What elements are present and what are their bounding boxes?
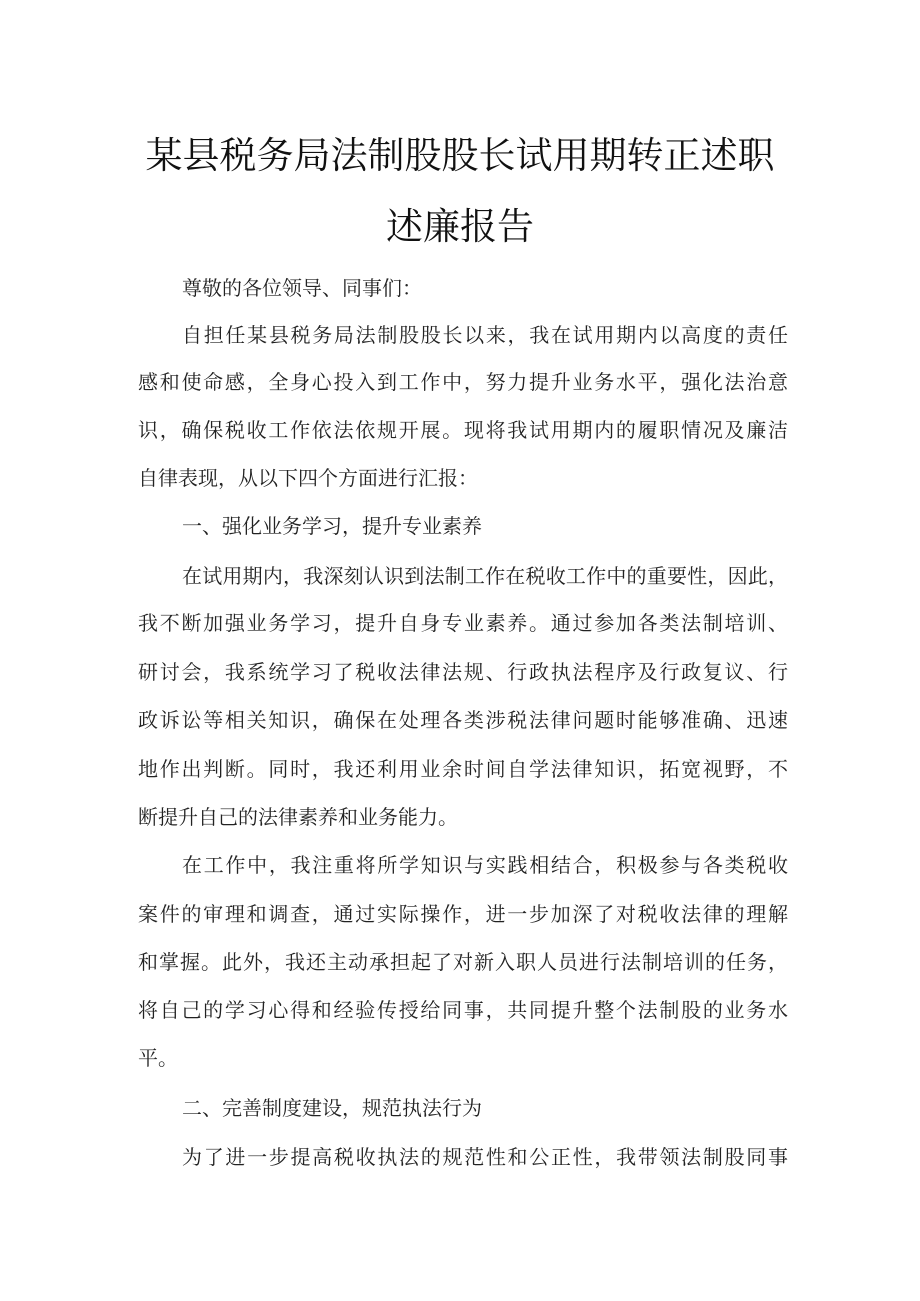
paragraph-1-line-1: 自担任某县税务局法制股股长以来，我在试用期内以高度的责任 xyxy=(182,323,788,347)
section-heading-1: 一、强化业务学习，提升专业素养 xyxy=(182,514,482,538)
paragraph-3-line-1: 在工作中，我注重将所学知识与实践相结合，积极参与各类税收 xyxy=(182,853,788,877)
paragraph-2-line-4: 政诉讼等相关知识，确保在处理各类涉税法律问题时能够准确、迅速 xyxy=(138,708,788,732)
document-title-line-1: 某县税务局法制股股长试用期转正述职 xyxy=(145,134,775,177)
paragraph-2-line-3: 研讨会，我系统学习了税收法律法规、行政执法程序及行政复议、行 xyxy=(138,660,788,684)
paragraph-4-line-1: 为了进一步提高税收执法的规范性和公正性，我带领法制股同事 xyxy=(182,1145,788,1169)
paragraph-3-line-3: 和掌握。此外，我还主动承担起了对新入职人员进行法制培训的任务， xyxy=(138,950,788,974)
salutation: 尊敬的各位领导、同事们： xyxy=(182,276,422,300)
paragraph-2-line-6: 断提升自己的法律素养和业务能力。 xyxy=(138,805,458,829)
paragraph-1-line-3: 识，确保税收工作依法依规开展。现将我试用期内的履职情况及廉洁 xyxy=(138,418,788,442)
paragraph-3-line-5: 平。 xyxy=(138,1046,178,1070)
paragraph-2-line-1: 在试用期内，我深刻认识到法制工作在税收工作中的重要性，因此， xyxy=(182,564,788,588)
paragraph-3-line-2: 案件的审理和调查，通过实际操作，进一步加深了对税收法律的理解 xyxy=(138,902,788,926)
document-title-line-2: 述廉报告 xyxy=(386,205,534,248)
paragraph-3-line-4: 将自己的学习心得和经验传授给同事，共同提升整个法制股的业务水 xyxy=(138,998,788,1022)
paragraph-2-line-5: 地作出判断。同时，我还利用业余时间自学法律知识，拓宽视野，不 xyxy=(138,757,788,781)
paragraph-1-line-2: 感和使命感，全身心投入到工作中，努力提升业务水平，强化法治意 xyxy=(138,370,788,394)
section-heading-2: 二、完善制度建设，规范执法行为 xyxy=(182,1096,482,1120)
paragraph-1-line-4: 自律表现，从以下四个方面进行汇报： xyxy=(138,466,478,490)
paragraph-2-line-2: 我不断加强业务学习，提升自身专业素养。通过参加各类法制培训、 xyxy=(138,611,788,635)
